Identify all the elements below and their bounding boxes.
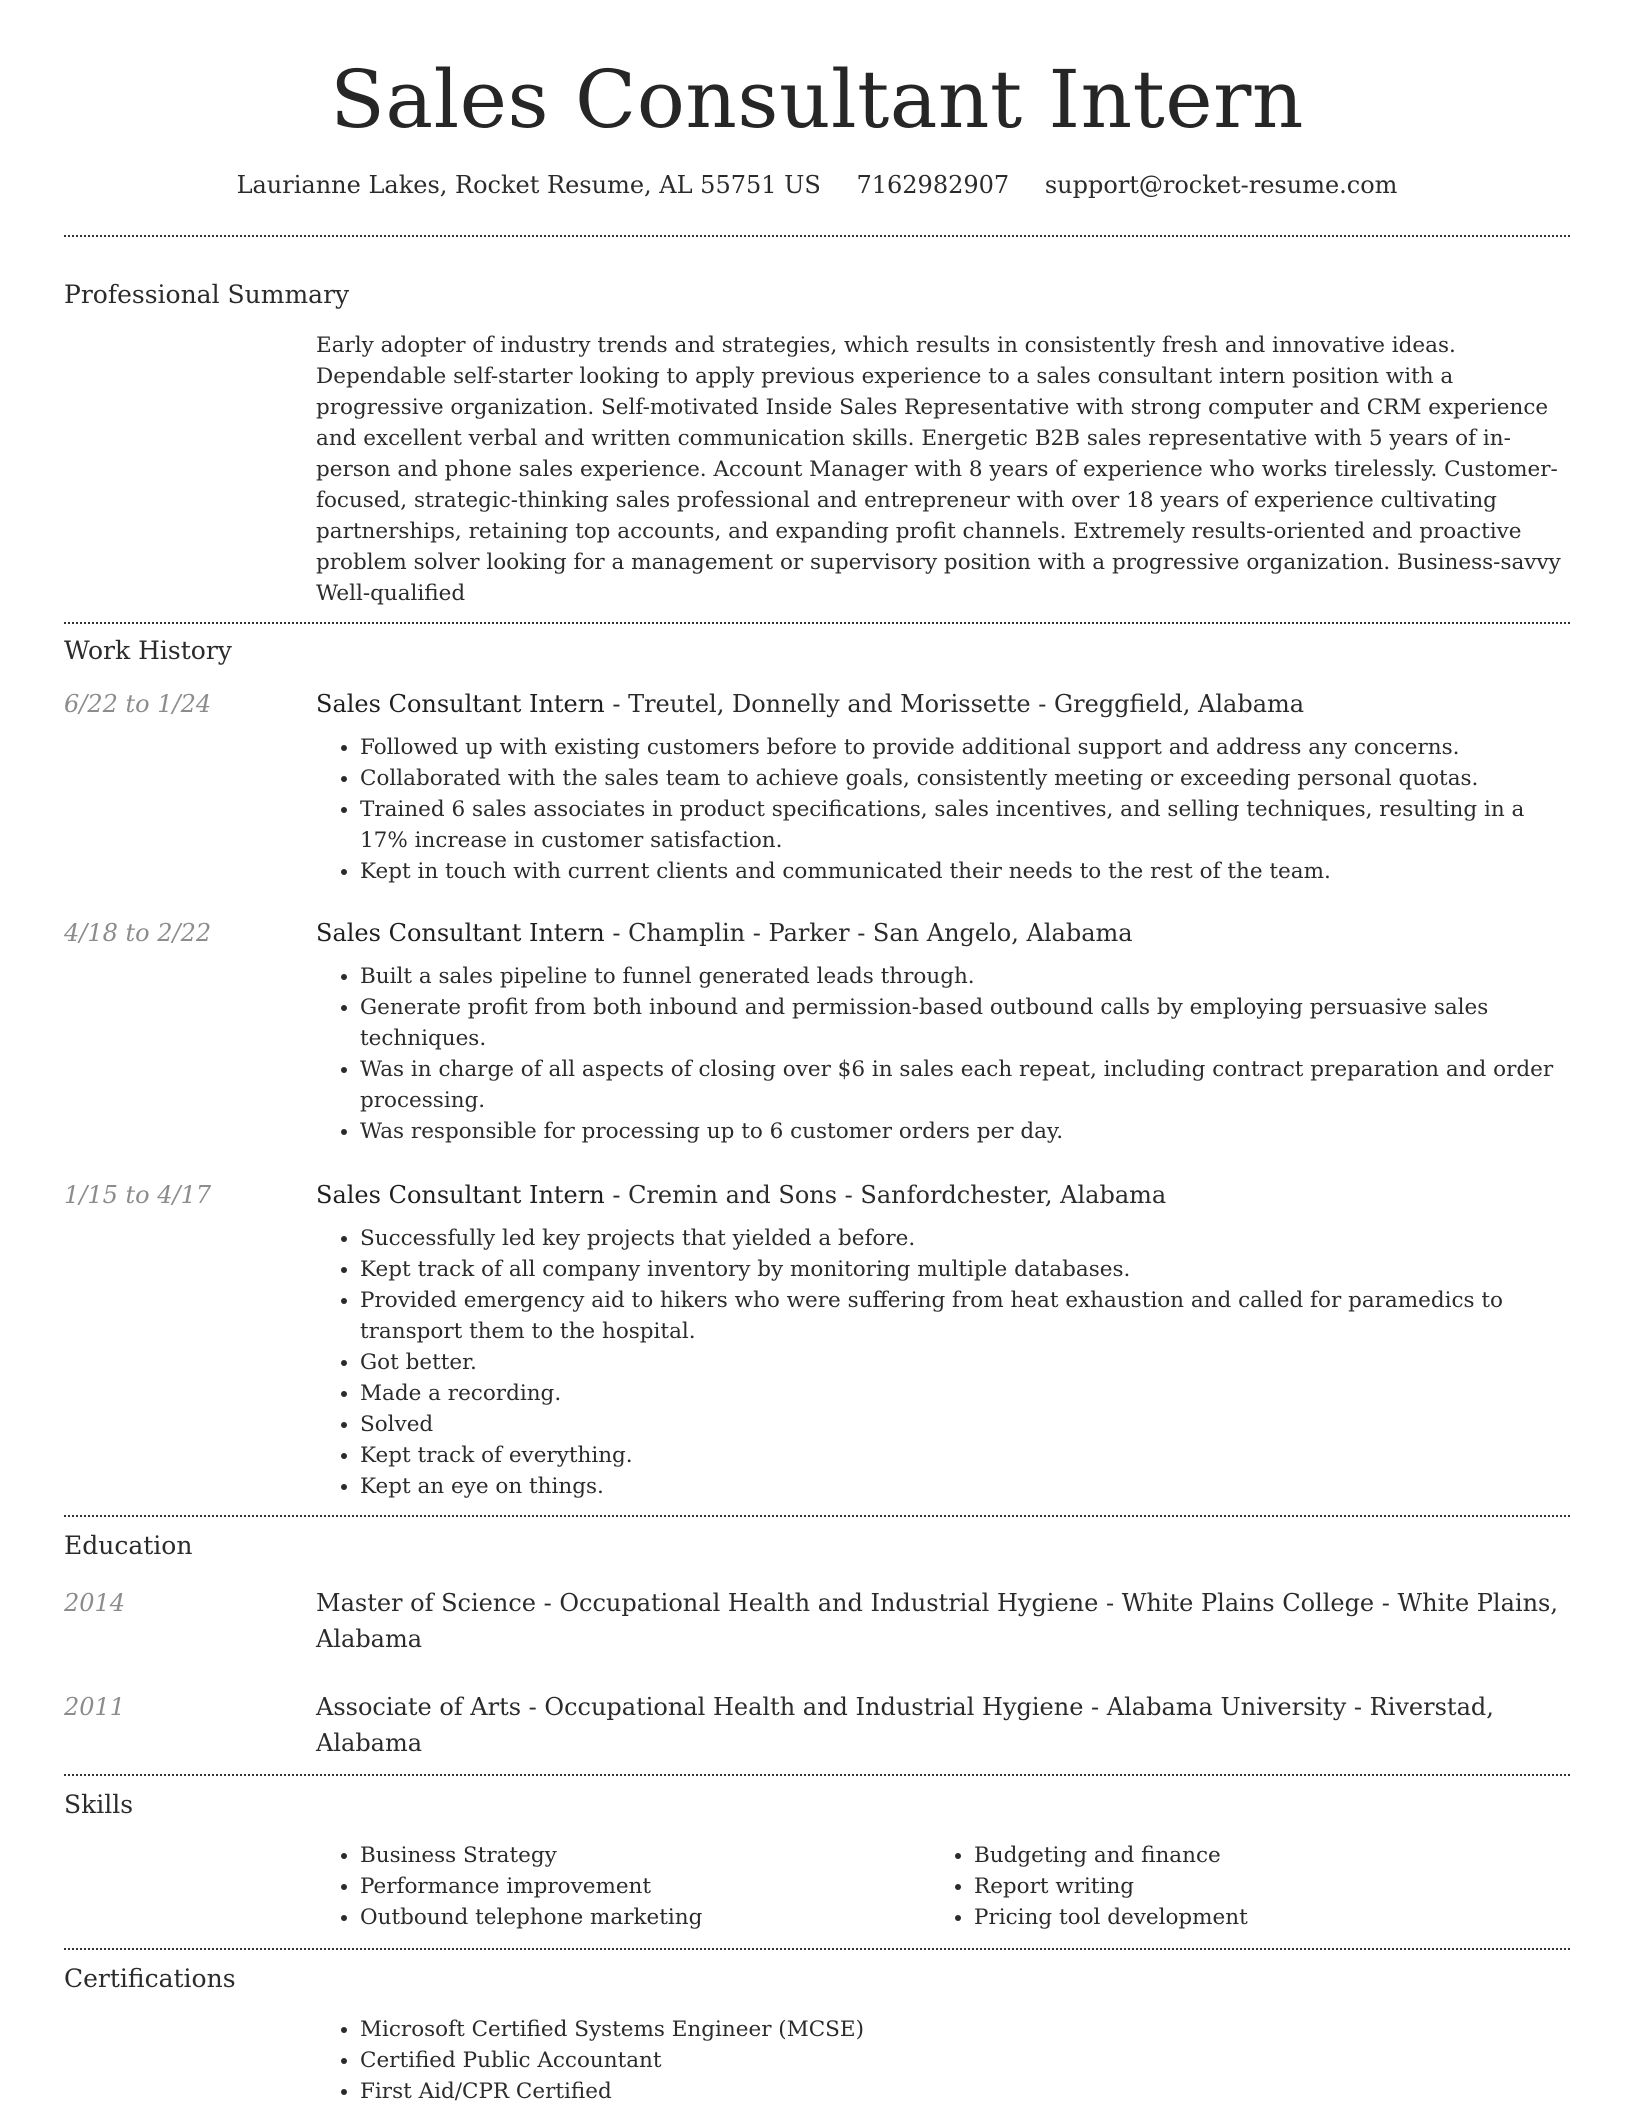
list-item: • Kept an eye on things. xyxy=(360,1471,1570,1502)
skill-item: • Performance improvement xyxy=(360,1871,930,1902)
list-item: • Trained 6 sales associates in product specifications, sales incentives, and selling techniques, resulting in a 17% increase in customer satisfaction. xyxy=(360,794,1570,856)
education-entry xyxy=(64,1585,1570,1657)
job-role: Sales Consultant Intern xyxy=(316,919,605,947)
list-item: • Collaborated with the sales team to achieve goals, consistently meeting or exceeding personal quotas. xyxy=(360,763,1570,794)
divider xyxy=(64,1948,1570,1950)
divider xyxy=(64,622,1570,624)
job-details xyxy=(316,915,1570,1147)
job-details xyxy=(316,686,1570,887)
resume-title: Sales Consultant Intern xyxy=(330,53,1304,146)
certification-item: • Microsoft Certified Systems Engineer (MCSE) xyxy=(360,2014,1570,2045)
contact-email[interactable]: support@rocket-resume.com xyxy=(1044,171,1398,199)
job-entry xyxy=(64,915,1570,1147)
contact-phone: 7162982907 xyxy=(856,171,1010,199)
skills-grid xyxy=(316,1840,1570,1933)
list-item: • Was in charge of all aspects of closing over $6 in sales each repeat, including contract preparation and order processing. xyxy=(360,1054,1570,1116)
skill-item: • Business Strategy xyxy=(360,1840,930,1871)
education-entry xyxy=(64,1689,1570,1761)
section-title-education: Education xyxy=(64,1531,193,1560)
divider xyxy=(64,1774,1570,1776)
job-role: Sales Consultant Intern xyxy=(316,690,605,718)
job-heading xyxy=(316,915,1570,951)
job-bullets xyxy=(316,961,1570,1147)
job-bullets xyxy=(316,732,1570,887)
skill-item: • Report writing xyxy=(974,1871,1544,1902)
list-item: • Built a sales pipeline to funnel generated leads through. xyxy=(360,961,1570,992)
list-item: • Kept in touch with current clients and communicated their needs to the rest of the team. xyxy=(360,856,1570,887)
job-dates: 4/18 to 2/22 xyxy=(64,919,212,947)
skill-item: • Pricing tool development xyxy=(974,1902,1544,1933)
list-item: • Kept track of all company inventory by monitoring multiple databases. xyxy=(360,1254,1570,1285)
certification-item: • Certified Public Accountant xyxy=(360,2045,1570,2076)
education-school: - White Plains College - White Plains, Alabama xyxy=(316,1589,1558,1653)
section-title-work: Work History xyxy=(64,636,232,665)
job-details xyxy=(316,1177,1570,1502)
divider xyxy=(64,1515,1570,1517)
list-item: • Successfully led key projects that yielded a before. xyxy=(360,1223,1570,1254)
education-details xyxy=(316,1689,1570,1761)
job-company: - Champlin - Parker - San Angelo, Alabama xyxy=(604,919,1133,947)
job-bullets xyxy=(316,1223,1570,1502)
skills-column xyxy=(316,1840,930,1933)
education-year: 2014 xyxy=(64,1589,126,1617)
certifications-list xyxy=(316,2014,1570,2107)
job-heading xyxy=(316,686,1570,722)
education-degree: Associate of Arts - Occupational Health and Industrial Hygiene xyxy=(316,1693,1084,1721)
divider xyxy=(64,235,1570,237)
job-dates: 6/22 to 1/24 xyxy=(64,690,212,718)
list-item: • Was responsible for processing up to 6 customer orders per day. xyxy=(360,1116,1570,1147)
skill-item: • Budgeting and finance xyxy=(974,1840,1544,1871)
list-item: • Kept track of everything. xyxy=(360,1440,1570,1471)
job-dates: 1/15 to 4/17 xyxy=(64,1181,212,1209)
list-item: • Got better. xyxy=(360,1347,1570,1378)
resume-page xyxy=(64,0,1570,2107)
contact-line xyxy=(64,168,1570,202)
job-company: - Cremin and Sons - Sanfordchester, Alabama xyxy=(604,1181,1167,1209)
list-item: • Solved xyxy=(360,1409,1570,1440)
job-company: - Treutel, Donnelly and Morissette - Greggfield, Alabama xyxy=(604,690,1305,718)
education-school: - Alabama University - Riverstad, Alabama xyxy=(316,1693,1494,1757)
certification-item: • First Aid/CPR Certified xyxy=(360,2076,1570,2107)
list-item: • Generate profit from both inbound and permission-based outbound calls by employing persuasive sales techniques. xyxy=(360,992,1570,1054)
job-entry xyxy=(64,686,1570,887)
contact-address: Laurianne Lakes, Rocket Resume, AL 55751 US xyxy=(236,171,821,199)
section-title-summary: Professional Summary xyxy=(64,280,350,309)
education-details xyxy=(316,1585,1570,1657)
summary-text: Early adopter of industry trends and strategies, which results in consistently fresh and innovative ideas. Dependable self-starter looking to apply previous experience to a sales consultant intern position with a progressive organization. Self-motivated Inside Sales Representative with strong computer and CRM experience and excellent verbal and written communication skills. Energetic B2B sales representative with 5 years of in-person and phone sales experience. Account Manager with 8 years of experience who works tirelessly. Customer-focused, strategic-thinking sales professional and entrepreneur with over 18 years of experience cultivating partnerships, retaining top accounts, and expanding profit channels. Extremely results-oriented and proactive problem solver looking for a management or supervisory position with a progressive organization. Business-savvy Well-qualified xyxy=(316,333,1561,606)
job-role: Sales Consultant Intern xyxy=(316,1181,605,1209)
list-item: • Provided emergency aid to hikers who were suffering from heat exhaustion and called for paramedics to transport them to the hospital. xyxy=(360,1285,1570,1347)
section-title-skills: Skills xyxy=(64,1790,134,1819)
list-item: • Followed up with existing customers before to provide additional support and address any concerns. xyxy=(360,732,1570,763)
job-heading xyxy=(316,1177,1570,1213)
section-title-certifications: Certifications xyxy=(64,1964,236,1993)
skills-column xyxy=(930,1840,1544,1933)
education-year: 2011 xyxy=(64,1693,126,1721)
list-item: • Made a recording. xyxy=(360,1378,1570,1409)
education-degree: Master of Science - Occupational Health and Industrial Hygiene xyxy=(316,1589,1099,1617)
job-entry xyxy=(64,1177,1570,1502)
skill-item: • Outbound telephone marketing xyxy=(360,1902,930,1933)
